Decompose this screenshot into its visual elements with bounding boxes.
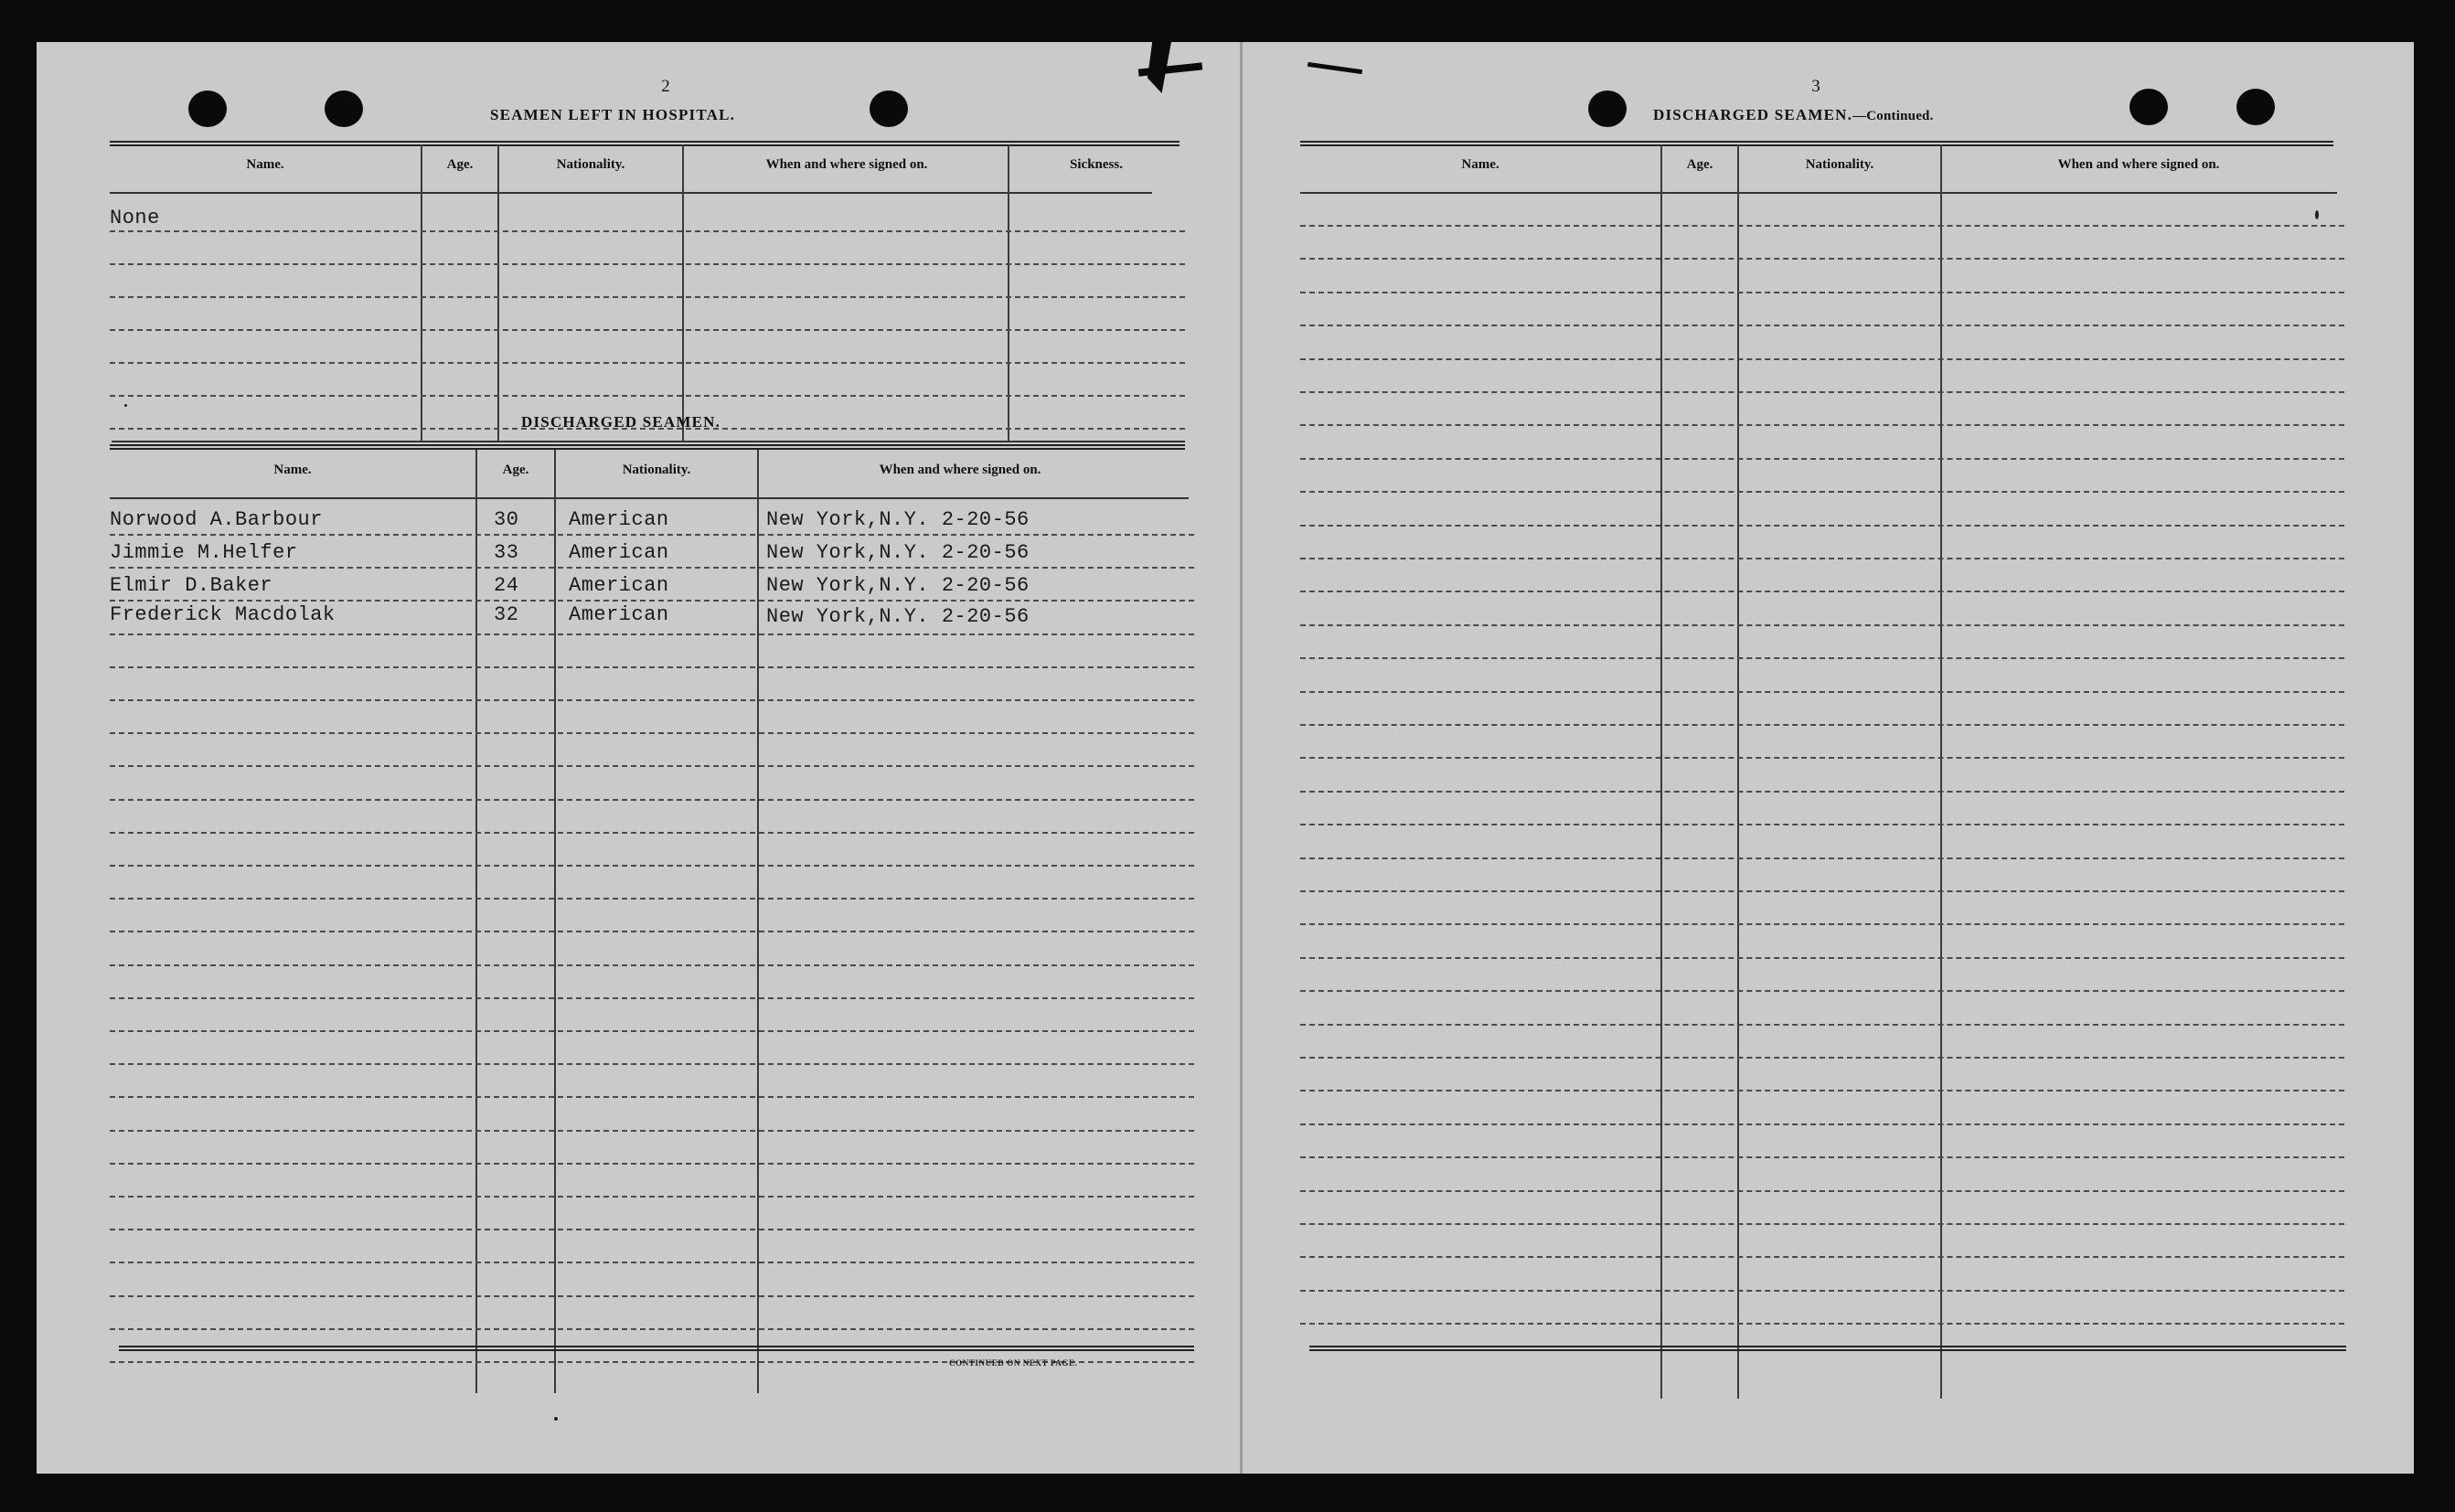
- punch-hole: [188, 91, 227, 127]
- table-rule: [110, 141, 1179, 146]
- seaman-nationality: American: [569, 574, 669, 597]
- ruled-line: [1300, 1256, 2344, 1258]
- ruled-line: [1300, 691, 2344, 693]
- column-divider: [1737, 144, 1739, 1399]
- ruled-line: [110, 1229, 1194, 1230]
- seaman-signed-on: New York,N.Y. 2-20-56: [766, 508, 1030, 531]
- col-header-nationality: Nationality.: [622, 463, 691, 477]
- ruled-line: [1300, 424, 2344, 426]
- ruled-line: [1300, 292, 2344, 293]
- ruled-line: [1300, 1190, 2344, 1192]
- seaman-signed-on: New York,N.Y. 2-20-56: [766, 541, 1030, 564]
- punch-hole: [2129, 89, 2168, 125]
- ruled-line: [110, 230, 1185, 232]
- col-header-nationality: Nationality.: [1805, 157, 1874, 172]
- seaman-age: 24: [494, 574, 519, 597]
- table-rule: [1300, 141, 2333, 146]
- seaman-name: Elmir D.Baker: [110, 574, 273, 597]
- col-header-sickness: Sickness.: [1070, 157, 1123, 172]
- ruled-line: [1300, 1123, 2344, 1125]
- ruled-line: [1300, 824, 2344, 825]
- continued-note: CONTINUED ON NEXT PAGE.: [949, 1358, 1078, 1368]
- seaman-signed-on: New York,N.Y. 2-20-56: [766, 605, 1030, 628]
- hospital-entry: None: [110, 207, 160, 229]
- ruled-line: [1300, 358, 2344, 360]
- ruled-line: [1300, 1323, 2344, 1325]
- table-rule: [110, 497, 1189, 499]
- ruled-line: [1300, 591, 2344, 592]
- ruled-line: [1300, 791, 2344, 793]
- col-header-signed-on: When and where signed on.: [2057, 157, 2220, 172]
- col-header-name: Name.: [1461, 157, 1500, 172]
- col-header-nationality: Nationality.: [556, 157, 625, 172]
- ruled-line: [1300, 491, 2344, 493]
- column-divider: [757, 450, 759, 1393]
- table-rule: [1300, 192, 2337, 194]
- ruled-line: [110, 1130, 1194, 1132]
- col-header-age: Age.: [1686, 157, 1713, 172]
- speck: [2315, 210, 2319, 219]
- discharged-continued-heading: [1653, 106, 1934, 124]
- ruled-line: [110, 931, 1194, 932]
- ruled-line: [1300, 1024, 2344, 1026]
- seaman-age: 30: [494, 508, 519, 531]
- hospital-heading: SEAMEN LEFT IN HOSPITAL.: [490, 106, 736, 123]
- ruled-line: [110, 362, 1185, 364]
- paper-tear: [1308, 62, 1362, 74]
- heading-text: DISCHARGED SEAMEN.: [1653, 106, 1853, 123]
- ruled-line: [1300, 558, 2344, 559]
- column-divider: [1660, 144, 1662, 1399]
- ruled-line: [1300, 957, 2344, 959]
- col-header-age: Age.: [502, 463, 529, 477]
- ruled-line: [1300, 657, 2344, 659]
- seaman-nationality: American: [569, 603, 669, 626]
- ruled-line: [1300, 890, 2344, 892]
- ruled-line: [1300, 857, 2344, 859]
- punch-hole: [1588, 91, 1627, 127]
- ruled-line: [1300, 1090, 2344, 1091]
- col-header-age: Age.: [446, 157, 474, 172]
- discharged-heading: DISCHARGED SEAMEN.: [521, 413, 721, 431]
- ruled-line: [110, 732, 1194, 734]
- table-rule: [110, 192, 1152, 194]
- ruled-line: [1300, 391, 2344, 393]
- ruled-line: [110, 1163, 1194, 1165]
- ruled-line: [1300, 325, 2344, 326]
- ruled-line: [110, 1262, 1194, 1263]
- col-header-signed-on: When and where signed on.: [879, 463, 1041, 477]
- seaman-age: 32: [494, 603, 519, 626]
- punch-hole: [325, 91, 363, 127]
- ruled-line: [110, 1030, 1194, 1032]
- ruled-line: [110, 865, 1194, 867]
- ruled-line: [1300, 1156, 2344, 1158]
- ruled-line: [110, 263, 1185, 265]
- ruled-line: [110, 1096, 1194, 1098]
- ruled-line: [1300, 258, 2344, 260]
- seaman-name: Frederick Macdolak: [110, 603, 336, 626]
- ruled-line: [110, 296, 1185, 298]
- page-number: 2: [661, 77, 670, 96]
- ruled-line: [1300, 990, 2344, 992]
- seaman-nationality: American: [569, 508, 669, 531]
- ruled-line: [1300, 525, 2344, 527]
- ledger-sheet: [37, 42, 2414, 1474]
- ruled-line: [110, 964, 1194, 966]
- ruled-line: [1300, 724, 2344, 726]
- col-header-name: Name.: [246, 157, 284, 172]
- heading-suffix: —Continued.: [1852, 109, 1934, 123]
- column-divider: [554, 450, 556, 1393]
- ruled-line: [110, 634, 1194, 635]
- seaman-name: Jimmie M.Helfer: [110, 541, 298, 564]
- ruled-line: [110, 329, 1185, 331]
- seaman-age: 33: [494, 541, 519, 564]
- punch-hole: [2236, 89, 2275, 125]
- ruled-line: [110, 567, 1194, 569]
- ruled-line: [110, 534, 1194, 536]
- col-header-name: Name.: [273, 463, 312, 477]
- ruled-line: [110, 1295, 1194, 1297]
- table-rule: [119, 1346, 1194, 1351]
- ruled-line: [110, 1196, 1194, 1198]
- ruled-line: [110, 1328, 1194, 1330]
- ruled-line: [110, 699, 1194, 701]
- seaman-signed-on: New York,N.Y. 2-20-56: [766, 574, 1030, 597]
- col-header-signed-on: When and where signed on.: [765, 157, 928, 172]
- seaman-name: Norwood A.Barbour: [110, 508, 323, 531]
- speck: [124, 404, 127, 407]
- ruled-line: [110, 1063, 1194, 1065]
- ruled-line: [110, 600, 1194, 602]
- ruled-line: [1300, 225, 2344, 227]
- ruled-line: [1300, 923, 2344, 925]
- ruled-line: [1300, 1223, 2344, 1225]
- punch-hole: [870, 91, 908, 127]
- ruled-line: [1300, 1290, 2344, 1292]
- table-rule: [112, 441, 1185, 442]
- seaman-nationality: American: [569, 541, 669, 564]
- paper-tear: [1138, 62, 1202, 76]
- ruled-line: [1300, 757, 2344, 759]
- table-rule: [110, 444, 1185, 450]
- ruled-line: [110, 765, 1194, 767]
- ruled-line: [110, 395, 1185, 397]
- ruled-line: [110, 898, 1194, 900]
- speck: [554, 1417, 558, 1421]
- ruled-line: [1300, 624, 2344, 626]
- table-rule: [1309, 1346, 2346, 1351]
- ruled-line: [1300, 1057, 2344, 1059]
- ruled-line: [1300, 458, 2344, 460]
- ruled-line: [110, 997, 1194, 999]
- ruled-line: [110, 666, 1194, 668]
- ruled-line: [110, 832, 1194, 834]
- column-divider: [1940, 144, 1942, 1399]
- page-number: 3: [1811, 77, 1820, 96]
- ruled-line: [110, 799, 1194, 801]
- page-fold: [1240, 42, 1243, 1474]
- column-divider: [475, 450, 477, 1393]
